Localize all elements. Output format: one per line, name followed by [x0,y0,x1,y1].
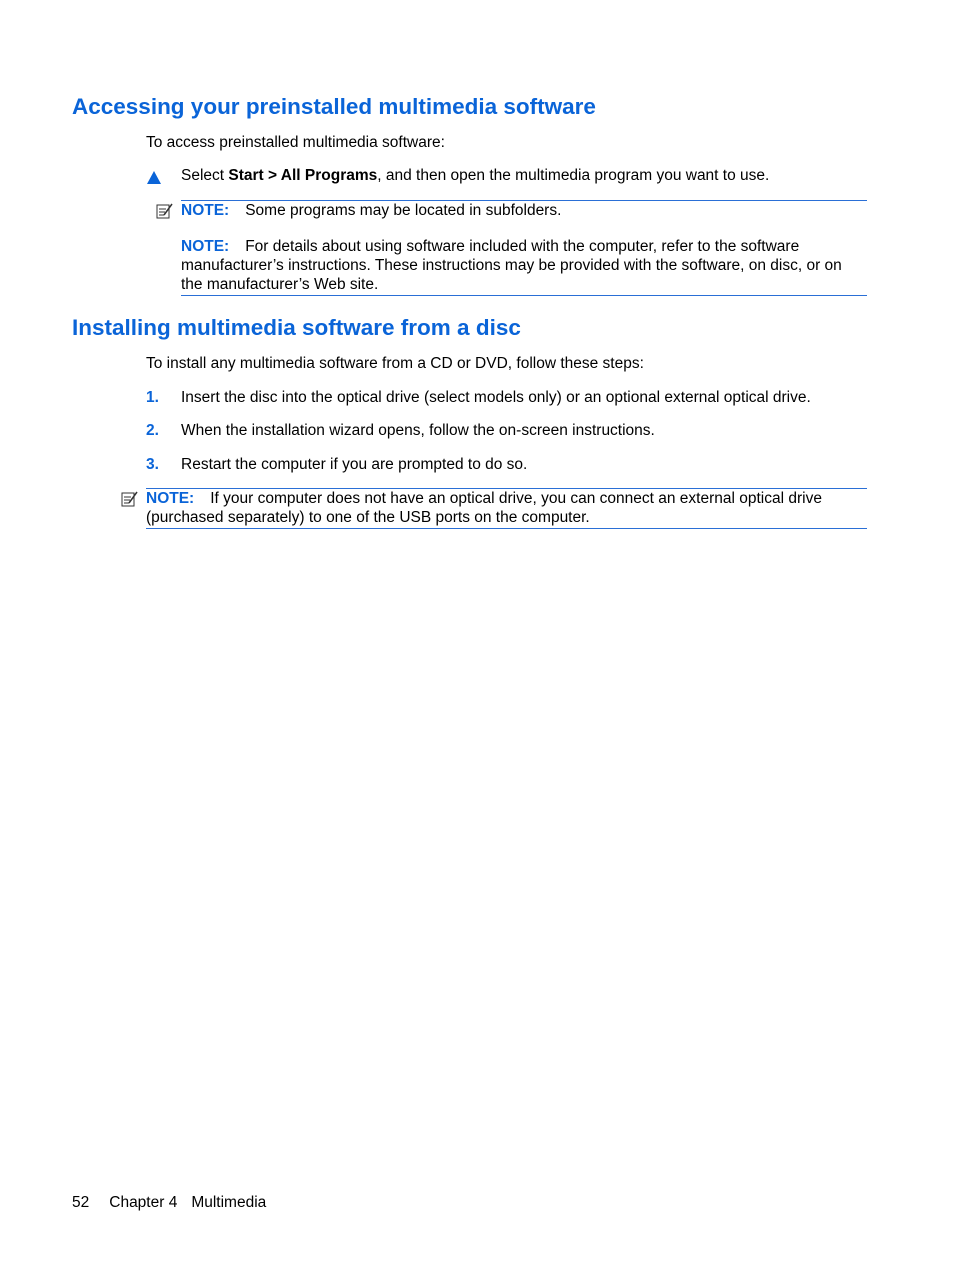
chapter-title: Multimedia [191,1194,267,1211]
step-number: 3. [146,456,159,473]
note-label: NOTE: [181,238,230,255]
section-intro: To access preinstalled multimedia software: [146,134,445,151]
note-line: manufacturer’s instructions. These instructions may be provided with the software, on disc, or on [181,257,842,274]
note-optical-drive [146,489,871,527]
note-icon [156,202,174,220]
note-subfolders [181,201,561,220]
step-number: 2. [146,422,159,439]
step-text: Restart the computer if you are prompted to do so. [181,456,528,473]
step-text: When the installation wizard opens, follow the on-screen instructions. [181,422,655,439]
page-number: 52 [72,1194,90,1211]
note-bottom-rule [181,295,867,296]
note-line: the manufacturer’s Web site. [181,276,379,293]
note-details [181,237,871,294]
note-line: For details about using software included with the computer, refer to the software [245,238,800,255]
step-text: Insert the disc into the optical drive (select models only) or an optional external optical drive. [181,389,811,406]
step-number: 1. [146,389,159,406]
section-heading-installing: Installing multimedia software from a disc [72,315,521,340]
note-label: NOTE: [181,202,230,219]
note-bottom-rule [146,528,867,529]
note-icon [121,490,139,508]
chapter-label: Chapter 4 [109,1194,178,1211]
step-instruction [181,166,769,185]
section-intro: To install any multimedia software from a CD or DVD, follow these steps: [146,355,644,372]
step-bold-path: Start > All Programs [228,167,378,184]
note-line: If your computer does not have an optical drive, you can connect an external optical drive [210,490,822,507]
triangle-icon [147,171,161,184]
section-heading-accessing: Accessing your preinstalled multimedia software [72,94,596,119]
step-prefix: Select [181,167,229,184]
note-text: Some programs may be located in subfolders. [245,202,562,219]
note-label: NOTE: [146,490,195,507]
page-footer [72,1193,266,1212]
step-suffix: , and then open the multimedia program you want to use. [377,167,770,184]
note-line: (purchased separately) to one of the USB ports on the computer. [146,509,590,526]
